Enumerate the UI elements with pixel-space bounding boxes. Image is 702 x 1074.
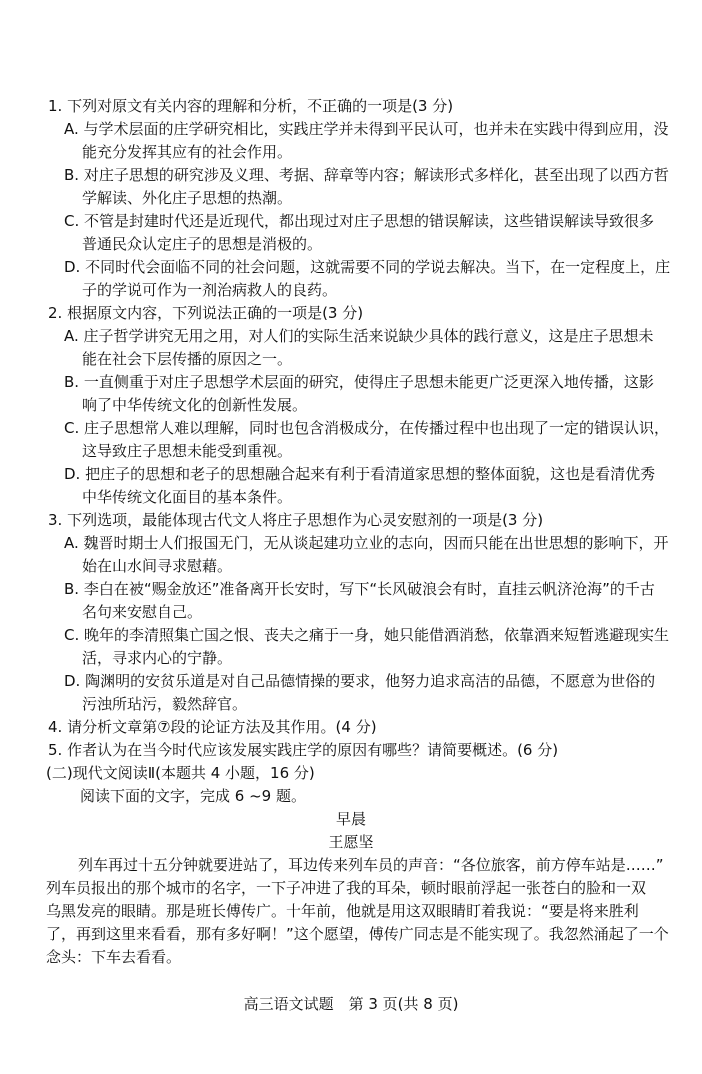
- option-line: A. 庄子哲学讲究无用之用，对人们的实际生活来说缺少具体的践行意义，这是庄子思想未: [64, 327, 654, 345]
- option-line: 普通民众认定庄子的思想是消极的。: [82, 235, 323, 253]
- question-1-option-b: [0, 164, 702, 210]
- option-line: C. 庄子思想常人难以理解，同时也包含消极成分，在传播过程中也出现了一定的错误认识，: [64, 419, 670, 437]
- question-3-option-a: [0, 532, 702, 578]
- page-footer: 高三语文试题 第 3 页(共 8 页): [243, 995, 459, 1013]
- question-3-option-c: [0, 624, 702, 670]
- page-content: [0, 95, 702, 969]
- option-line: 中华传统文化面目的基本条件。: [82, 488, 293, 506]
- option-line: 学解读、外化庄子思想的热潮。: [82, 189, 293, 207]
- question-2-option-c: [0, 417, 702, 463]
- article-paragraph: [0, 854, 702, 969]
- option-line: 子的学说可作为一剂治病救人的良药。: [82, 281, 338, 299]
- paragraph-line: 念头：下车去看看。: [46, 948, 182, 966]
- option-line: D. 不同时代会面临不同的社会问题，这就需要不同的学说去解决。当下，在一定程度上，庄: [64, 258, 671, 276]
- question-1-option-d: [0, 256, 702, 302]
- paragraph-line: 列车员报出的那个城市的名字，一下子冲进了我的耳朵，顿时眼前浮起一张苍白的脸和一双: [46, 879, 647, 897]
- question-3-option-b: [0, 578, 702, 624]
- question-5: 5. 作者认为在当今时代应该发展实践庄学的原因有哪些？请简要概述。(6 分): [48, 741, 559, 759]
- option-line: B. 李白在被“赐金放还”准备离开长安时，写下“长风破浪会有时，直挂云帆济沧海”的千古: [64, 580, 655, 598]
- question-2-option-d: [0, 463, 702, 509]
- section-2-instruction: 阅读下面的文字，完成 6 ~9 题。: [80, 787, 306, 805]
- option-line: 响了中华传统文化的创新性发展。: [82, 396, 308, 414]
- question-4: 4. 请分析文章第⑦段的论证方法及其作用。(4 分): [48, 718, 377, 736]
- option-line: 能充分发挥其应有的社会作用。: [82, 143, 293, 161]
- question-3-option-d: [0, 670, 702, 716]
- option-line: 能在社会下层传播的原因之一。: [82, 350, 293, 368]
- question-1-stem: 1. 下列对原文有关内容的理解和分析，不正确的一项是(3 分): [48, 97, 454, 115]
- question-2-option-a: [0, 325, 702, 371]
- question-3-stem: 3. 下列选项，最能体现古代文人将庄子思想作为心灵安慰剂的一项是(3 分): [48, 511, 544, 529]
- paragraph-line: 列车再过十五分钟就要进站了，耳边传来列车员的声音：“各位旅客，前方停车站是……”: [78, 856, 664, 874]
- option-line: 活，寻求内心的宁静。: [82, 649, 233, 667]
- option-line: C. 晚年的李清照集亡国之恨、丧夫之痛于一身，她只能借酒消愁，依靠酒来短暂逃避现实生: [64, 626, 670, 644]
- option-line: 这导致庄子思想未能受到重视。: [82, 442, 293, 460]
- paragraph-line: 了，再到这里来看看，那有多好啊！”这个愿望，傅传广同志是不能实现了。我忽然涌起了一个: [46, 925, 669, 943]
- section-2-heading: (二)现代文阅读Ⅱ(本题共 4 小题，16 分): [46, 764, 315, 782]
- option-line: B. 对庄子思想的研究涉及义理、考据、辞章等内容；解读形式多样化，甚至出现了以西方哲: [64, 166, 669, 184]
- option-line: A. 魏晋时期士人们报国无门，无从谈起建功立业的志向，因而只能在出世思想的影响下，开: [64, 534, 669, 552]
- question-2-stem: 2. 根据原文内容，下列说法正确的一项是(3 分): [48, 304, 364, 322]
- question-1-option-c: [0, 210, 702, 256]
- option-line: D. 把庄子的思想和老子的思想融合起来有利于看清道家思想的整体面貌，这也是看清优秀: [64, 465, 656, 483]
- paragraph-line: 乌黑发亮的眼睛。那是班长傅传广。十年前，他就是用这双眼睛盯着我说：“要是将来胜利: [46, 902, 639, 920]
- option-line: B. 一直侧重于对庄子思想学术层面的研究，使得庄子思想未能更广泛更深入地传播，这影: [64, 373, 654, 391]
- option-line: 始在山水间寻求慰藉。: [82, 557, 233, 575]
- option-line: D. 陶渊明的安贫乐道是对自己品德情操的要求，他努力追求高洁的品德，不愿意为世俗的: [64, 672, 656, 690]
- option-line: 名句来安慰自己。: [82, 603, 203, 621]
- article-author: 王愿坚: [328, 833, 374, 851]
- question-2-option-b: [0, 371, 702, 417]
- option-line: C. 不管是封建时代还是近现代，都出现过对庄子思想的错误解读，这些错误解读导致很多: [64, 212, 655, 230]
- article-title: 早晨: [335, 810, 366, 828]
- option-line: A. 与学术层面的庄学研究相比，实践庄学并未得到平民认可，也并未在实践中得到应用，没: [64, 120, 669, 138]
- question-1-option-a: [0, 118, 702, 164]
- option-line: 污浊所玷污，毅然辞官。: [82, 695, 248, 713]
